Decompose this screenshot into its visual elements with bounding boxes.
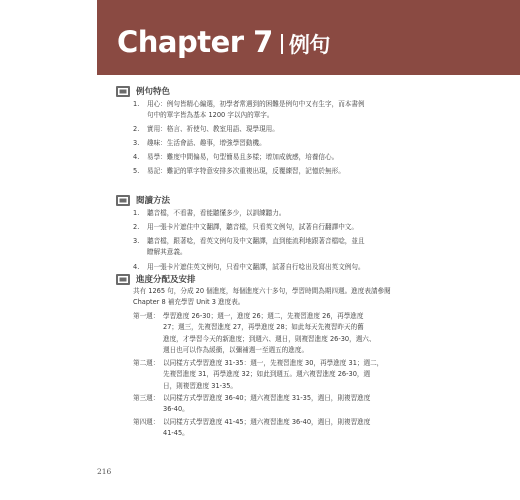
item-number: 3. (133, 139, 140, 147)
item-text: 實用：格言、祈使句、教室用語、現學現用。 (147, 125, 279, 133)
page-number: 216 (97, 467, 112, 476)
section-schedule (116, 272, 196, 286)
item-text: 瞭解其意義。 (147, 248, 187, 257)
intro-line: 共有 1265 句，分成 20 個進度，每個進度六十多句，學習時間為期四週。進度表請參閱 (133, 287, 391, 295)
item-text: 易記：難記的單字特意安排多次重複出現，反覆練習，記憶於無形。 (147, 167, 345, 175)
list-item (133, 236, 365, 259)
week-text: 以同樣方式學習進度 36-40；週六複習進度 31-35，週日，則複習進度 (163, 394, 371, 402)
item-text: 用心：例句皆精心編選，初學者常遇到的困難是例句中又有生字，而本書例 (147, 100, 365, 108)
week-text: 27；週三，先複習進度 27，再學進度 28；如此每天先複習昨天的舊 (163, 323, 364, 332)
week-label: 第二週： (133, 359, 160, 367)
item-number: 2. (133, 125, 140, 133)
week-text: 週日也可以作為緩衝，以彌補週一至週五的進度。 (163, 345, 309, 354)
chapter-subtitle: 例句 (288, 33, 330, 57)
item-number: 4. (133, 263, 140, 271)
week-label: 第一週： (133, 312, 160, 320)
list-item (133, 124, 279, 135)
week-text: 41-45。 (163, 429, 189, 438)
item-text: 趣味：生活會話、趣事，增強學習動機。 (147, 139, 266, 147)
list-item (133, 208, 285, 219)
title-divider (281, 34, 283, 54)
section-title: 閱讀方法 (136, 196, 171, 206)
week-label: 第三週： (133, 394, 160, 402)
section-heading (116, 193, 170, 207)
section-number-icon (116, 195, 130, 206)
section-reading-method (116, 193, 170, 207)
item-number: 2. (133, 223, 140, 231)
item-number: 1. (133, 100, 140, 108)
item-number: 3. (133, 237, 140, 245)
item-number: 4. (133, 153, 140, 161)
item-text: 句中的單字皆為基本 1200 字以內的單字。 (147, 111, 274, 120)
section-title: 進度分配及安排 (136, 275, 196, 285)
item-text: 聽音檔，跟著唸，看英文例句及中文翻譯，直到能流利地跟著音檔唸，並且 (147, 237, 365, 245)
item-number: 5. (133, 167, 140, 175)
list-item (133, 99, 365, 122)
section-number-icon (116, 86, 130, 97)
week-text: 以同樣方式學習進度 41-45；週六複習進度 36-40，週日，則複習進度 (163, 418, 371, 426)
week-text: 學習進度 26-30；週一，進度 26；週二，先複習進度 26，再學進度 (163, 312, 364, 320)
section-heading (116, 272, 196, 286)
item-text: 易學：難度中間偏易，句型簡易且多樣；增加成就感，培養信心。 (147, 153, 339, 161)
item-text: 用一張卡片遮住中文翻譯，聽音檔，只看英文例句，試著自行翻譯中文。 (147, 223, 358, 231)
list-item (133, 166, 345, 177)
section-heading (116, 84, 170, 98)
section-title: 例句特色 (136, 87, 171, 97)
chapter-label: Chapter 7 (117, 25, 273, 59)
week-label: 第四週： (133, 418, 160, 426)
week-text: 先複習進度 31，再學進度 32；如此到週五。週六複習進度 26-30，週 (163, 370, 371, 379)
item-text: 用一張卡片遮住英文例句，只看中文翻譯，試著自行唸出及寫出英文例句。 (147, 263, 365, 271)
list-item (133, 152, 338, 163)
intro-line: Chapter 8 補充學習 Unit 3 進度表。 (133, 298, 245, 307)
item-text: 聽音檔，不看書，看能聽懂多少，以訓練聽力。 (147, 209, 286, 217)
week-text: 日，則複習進度 31-35。 (163, 381, 238, 390)
item-number: 1. (133, 209, 140, 217)
list-item (133, 138, 266, 149)
schedule-intro (133, 286, 391, 309)
list-item (133, 222, 358, 233)
week-text: 進度，才學習今天的新進度；到週六、週日，則複習進度 26-30，週六、 (163, 334, 376, 343)
section-features (116, 84, 170, 98)
week-text: 以同樣方式學習進度 31-35：週一，先複習進度 30，再學進度 31；週二， (163, 359, 384, 367)
section-number-icon (116, 274, 130, 285)
chapter-heading (117, 26, 330, 61)
week-text: 36-40。 (163, 405, 189, 414)
